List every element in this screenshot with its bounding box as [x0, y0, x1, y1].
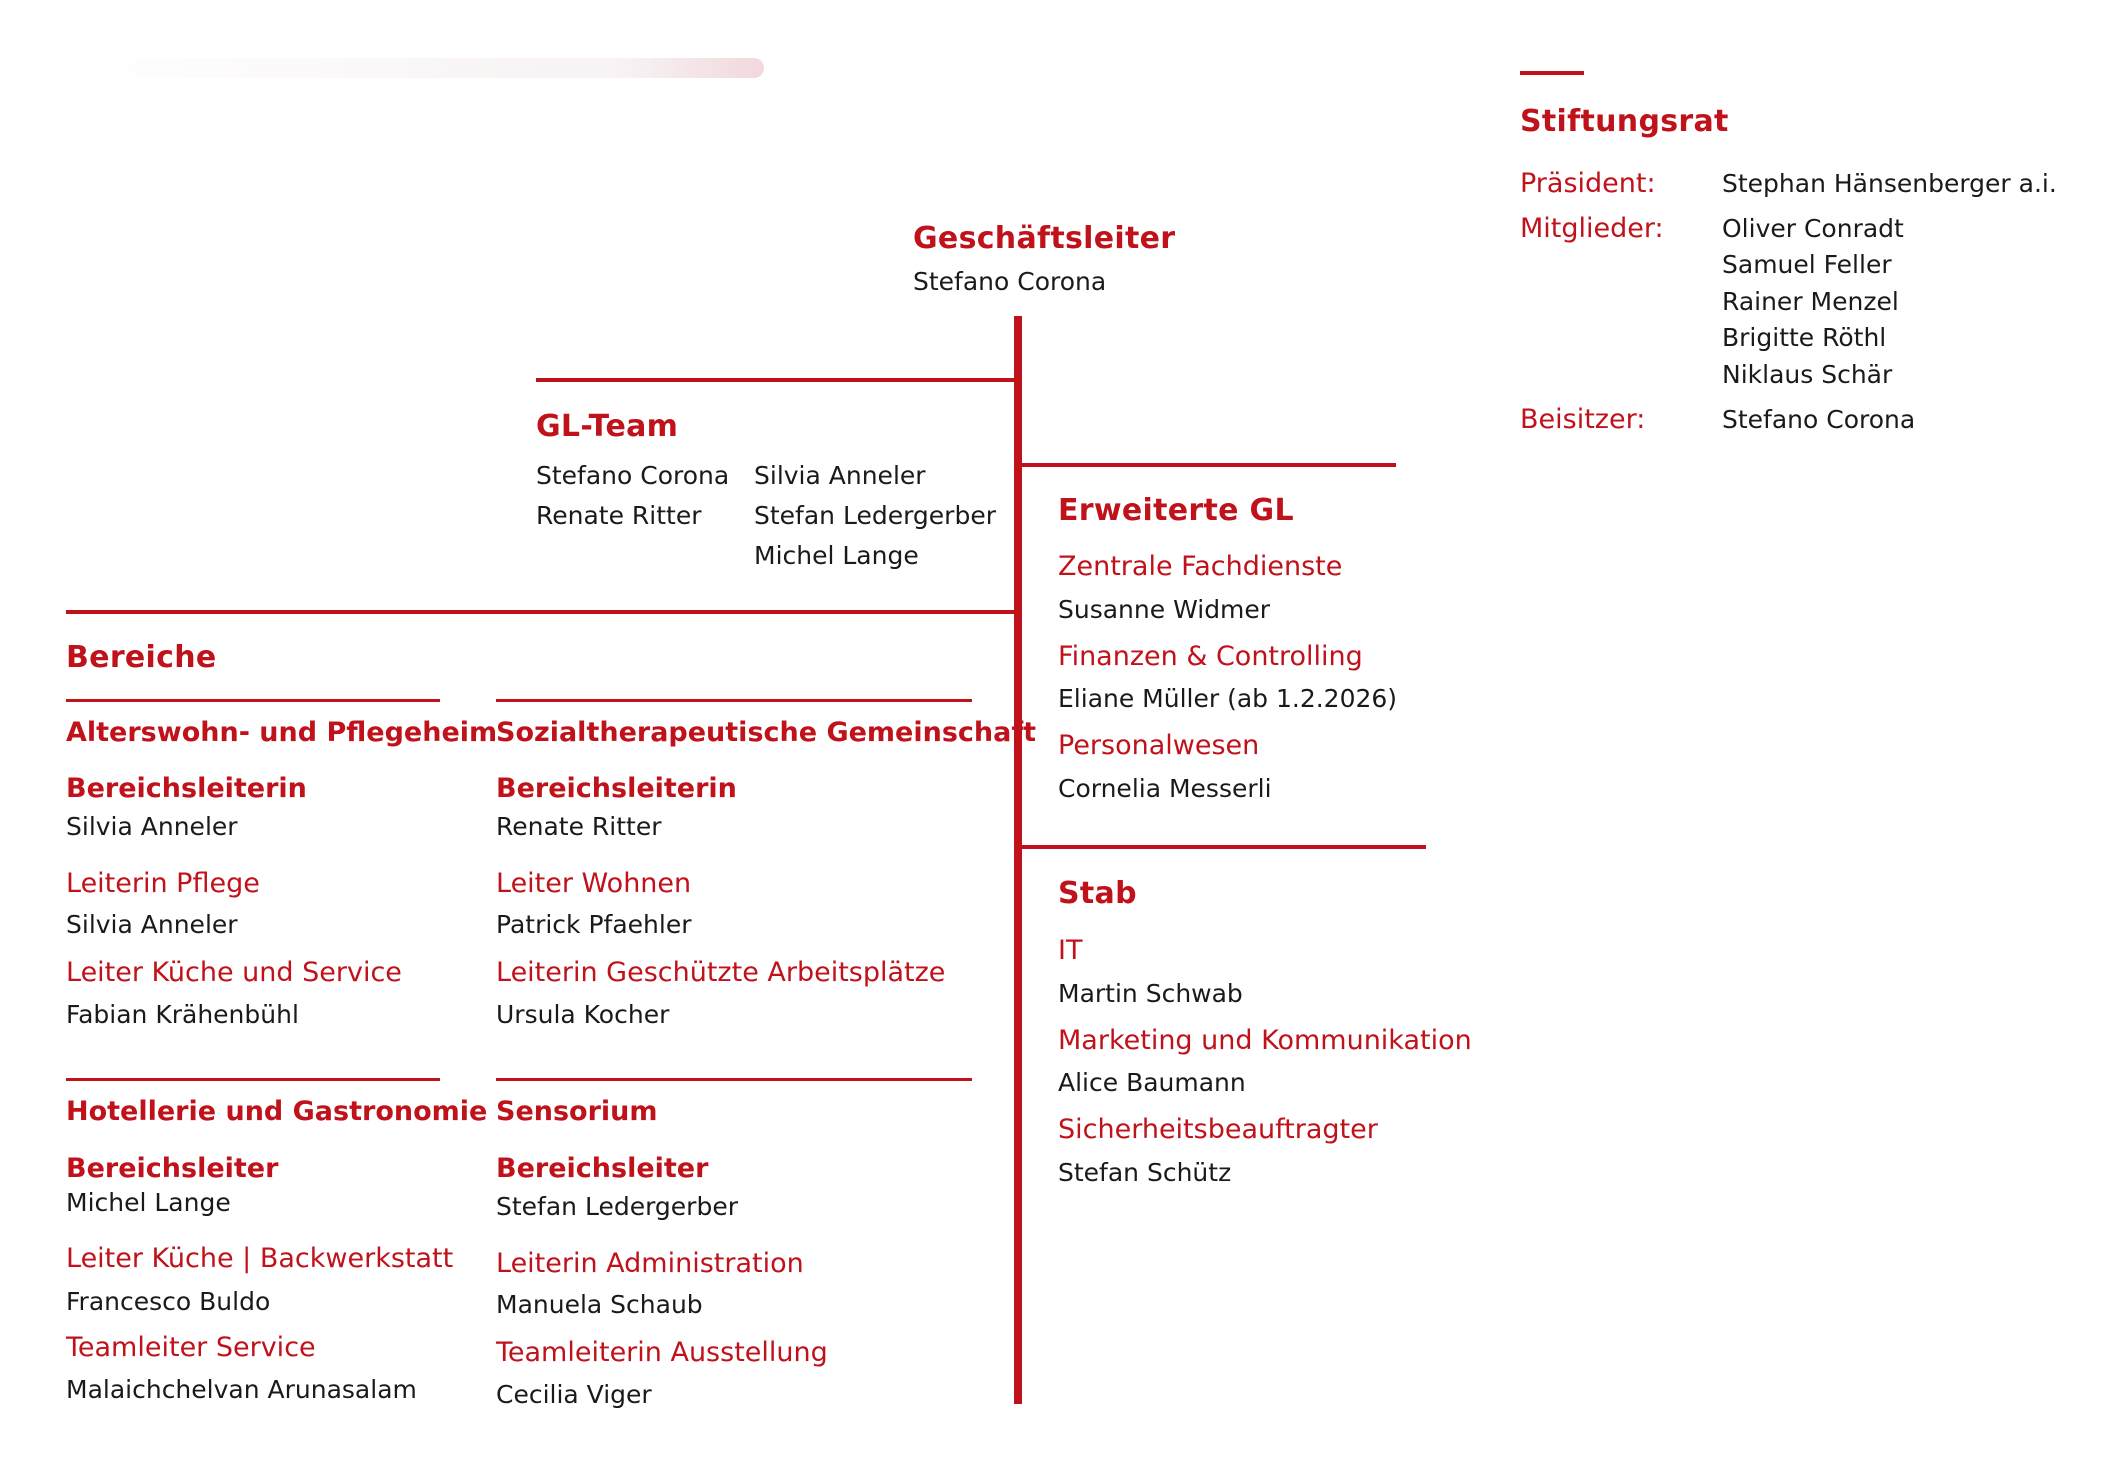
gl-team-member: Michel Lange: [754, 541, 919, 570]
erweiterte-gl-title: Erweiterte GL: [1058, 493, 1294, 528]
unit-name: Manuela Schaub: [496, 1290, 703, 1319]
unit-role: Teamleiter Service: [66, 1332, 316, 1363]
unit-divider: [496, 699, 972, 702]
erweiterte-gl-name: Eliane Müller (ab 1.2.2026): [1058, 684, 1398, 713]
gl-team-title: GL-Team: [536, 409, 679, 444]
unit-name: Silvia Anneler: [66, 910, 238, 939]
gl-team-member: Silvia Anneler: [754, 461, 926, 490]
gl-team-member: Renate Ritter: [536, 501, 702, 530]
beisitzer-name: Stefano Corona: [1722, 405, 1916, 434]
unit-title: Sensorium: [496, 1096, 658, 1127]
unit-role: Leiterin Pflege: [66, 868, 260, 899]
erweiterte-gl-role: Zentrale Fachdienste: [1058, 551, 1343, 582]
unit-role: Leiter Küche | Backwerkstatt: [66, 1243, 454, 1274]
unit-role: Leiter Küche und Service: [66, 957, 402, 988]
geschaeftsleiter-name: Stefano Corona: [913, 267, 1107, 296]
mitglied-name: Oliver Conradt: [1722, 214, 1904, 243]
gl-team-member: Stefano Corona: [536, 461, 730, 490]
unit-title: Sozialtherapeutische Gemeinschaft: [496, 717, 1037, 748]
stab-connector: [1018, 845, 1426, 849]
mitglied-name: Brigitte Röthl: [1722, 323, 1887, 352]
unit-role: Leiterin Administration: [496, 1248, 804, 1279]
unit-name: Malaichchelvan Arunasalam: [66, 1375, 417, 1404]
unit-name: Michel Lange: [66, 1188, 231, 1217]
unit-name: Fabian Krähenbühl: [66, 1000, 299, 1029]
unit-role: Leiterin Geschützte Arbeitsplätze: [496, 957, 946, 988]
mitglied-name: Niklaus Schär: [1722, 360, 1893, 389]
unit-role: Leiter Wohnen: [496, 868, 692, 899]
faded-header-decoration: [64, 58, 764, 78]
unit-title: Alterswohn- und Pflegeheim: [66, 717, 498, 748]
beisitzer-label: Beisitzer:: [1520, 404, 1646, 435]
erweiterte-gl-connector: [1018, 463, 1396, 467]
praesident-label: Präsident:: [1520, 168, 1656, 199]
unit-name: Cecilia Viger: [496, 1380, 652, 1409]
unit-role: Bereichsleiter: [66, 1153, 279, 1184]
unit-name: Ursula Kocher: [496, 1000, 670, 1029]
erweiterte-gl-name: Cornelia Messerli: [1058, 774, 1272, 803]
main-vertical-connector: [1014, 316, 1022, 1404]
stiftungsrat-accent-line: [1520, 71, 1584, 75]
stab-name: Alice Baumann: [1058, 1068, 1246, 1097]
mitglied-name: Rainer Menzel: [1722, 287, 1899, 316]
unit-divider: [496, 1078, 972, 1081]
bereiche-title: Bereiche: [66, 640, 217, 675]
erweiterte-gl-name: Susanne Widmer: [1058, 595, 1271, 624]
praesident-name: Stephan Hänsenberger a.i.: [1722, 169, 2057, 198]
stab-role: Sicherheitsbeauftragter: [1058, 1114, 1378, 1145]
unit-name: Stefan Ledergerber: [496, 1192, 738, 1221]
mitglieder-label: Mitglieder:: [1520, 213, 1664, 244]
geschaeftsleiter-title: Geschäftsleiter: [913, 221, 1176, 256]
unit-name: Patrick Pfaehler: [496, 910, 692, 939]
unit-title: Hotellerie und Gastronomie: [66, 1096, 488, 1127]
unit-divider: [66, 699, 440, 702]
unit-name: Renate Ritter: [496, 812, 662, 841]
erweiterte-gl-role: Finanzen & Controlling: [1058, 641, 1363, 672]
stiftungsrat-title: Stiftungsrat: [1520, 104, 1729, 139]
unit-role: Bereichsleiter: [496, 1153, 709, 1184]
unit-role: Bereichsleiterin: [496, 773, 737, 804]
stab-title: Stab: [1058, 876, 1137, 911]
unit-role: Bereichsleiterin: [66, 773, 307, 804]
stab-name: Martin Schwab: [1058, 979, 1243, 1008]
stab-name: Stefan Schütz: [1058, 1158, 1232, 1187]
mitglied-name: Samuel Feller: [1722, 250, 1892, 279]
stab-role: IT: [1058, 935, 1083, 966]
bereiche-connector: [66, 610, 1018, 614]
unit-divider: [66, 1078, 440, 1081]
erweiterte-gl-role: Personalwesen: [1058, 730, 1260, 761]
unit-role: Teamleiterin Ausstellung: [496, 1337, 828, 1368]
unit-name: Silvia Anneler: [66, 812, 238, 841]
unit-name: Francesco Buldo: [66, 1287, 271, 1316]
gl-team-connector: [536, 378, 1018, 382]
gl-team-member: Stefan Ledergerber: [754, 501, 996, 530]
stab-role: Marketing und Kommunikation: [1058, 1025, 1472, 1056]
